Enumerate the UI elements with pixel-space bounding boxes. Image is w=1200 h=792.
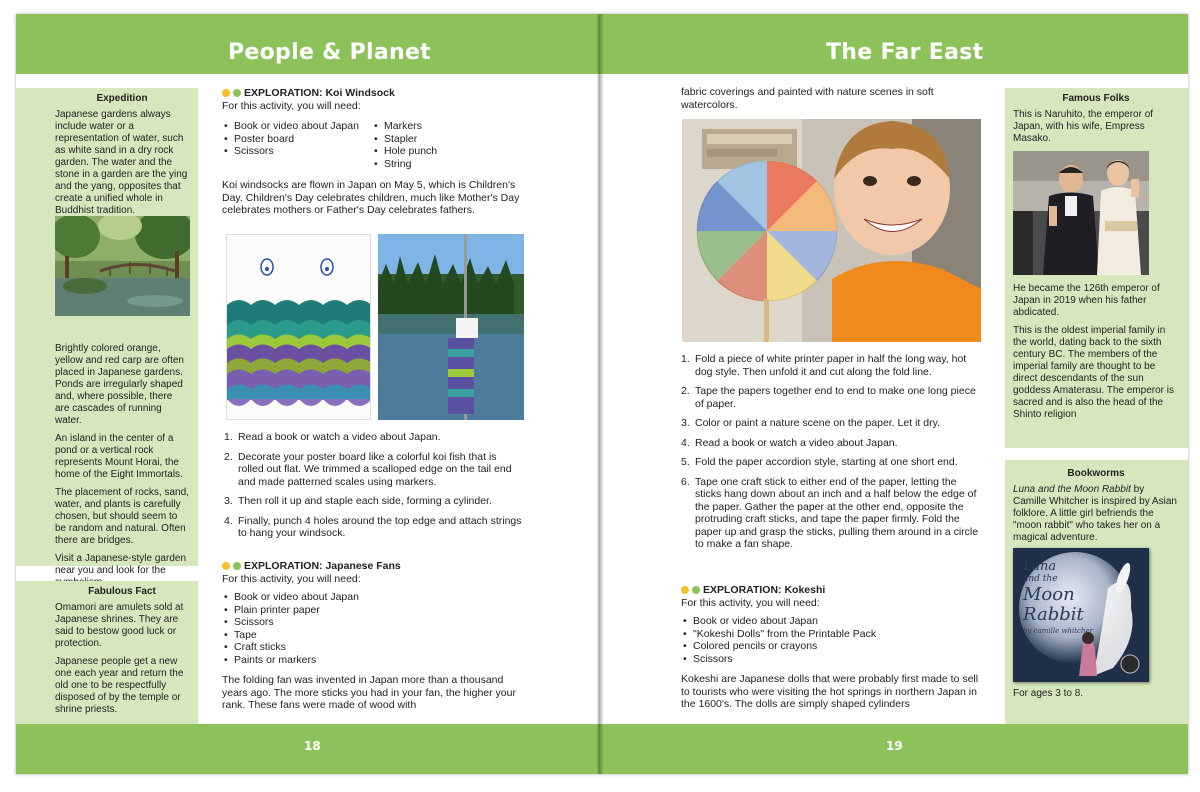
book-blurb <box>1013 484 1179 544</box>
cover-author: by camille whitcher <box>1023 627 1093 635</box>
cover-line: Luna <box>1023 559 1057 574</box>
left-page-number: 18 <box>304 739 321 753</box>
emperor-photo <box>1013 151 1149 275</box>
step-item <box>681 353 981 378</box>
famous-paragraph: This is Naruhito, the emperor of Japan, with his wife, Empress Masako. <box>1013 109 1154 144</box>
fan-steps <box>681 353 981 558</box>
kokeshi-intro: For this activity, you will need: <box>681 596 820 609</box>
expedition-paragraph: The placement of rocks, sand, water, and plants is carefully chosen, but should seem to be random and natural. Often there are bridges. <box>55 487 189 546</box>
famous-title: Famous Folks <box>1062 93 1130 104</box>
supply-item: • Book or video about Japan <box>681 615 981 628</box>
windsock-pole-photo <box>378 234 524 420</box>
koi-steps-list <box>224 431 524 540</box>
green-dot-icon <box>233 89 241 97</box>
step-text: Color or paint a nature scene on the paper. Let it dry. <box>695 417 940 429</box>
fans-supplies <box>222 591 522 666</box>
right-page <box>600 14 1188 774</box>
supply-item: • String <box>372 158 522 171</box>
step-text: Tape one craft stick to either end of the paper, letting the sticks hang down about an inch and a half below the edge of the paper. Gather the paper at the other end, opposite the protruding craft sticks, and tape the paper firmly. Fold the paper up and grasp the sticks, pulling them around in a circle to make a fan shape. <box>695 475 979 550</box>
step-text: Then roll it up and staple each side, forming a cylinder. <box>238 495 492 507</box>
step-text: Decorate your poster board like a colorful koi fish that is rolled out flat. We trimmed a scalloped edge on the tail end and made patterned scales using markers. <box>238 450 512 488</box>
step-item <box>681 456 981 469</box>
yellow-dot-icon <box>222 89 230 97</box>
supply-item: • Stapler <box>372 133 522 146</box>
koi-supplies-left <box>222 120 372 170</box>
kokeshi-section <box>681 584 981 718</box>
step-text: Fold the paper accordion style, starting at one short end. <box>695 456 958 468</box>
supply-item: • Book or video about Japan <box>222 591 522 604</box>
books-title: Bookworms <box>1067 468 1125 479</box>
expedition-paragraph: Japanese gardens always include water or a representation of water, such as white sand in a dry rock garden. The water and the stone in a garden are the ying and the yang, opposites that create a unified whole in Buddhist tradition. <box>55 109 188 216</box>
step-item <box>681 437 981 450</box>
expedition-paragraph: Visit a Japanese-style garden near you and look for the <box>55 553 187 576</box>
supply-item: • Scissors <box>222 616 522 629</box>
step-text: Tape the papers together end to end to make one long piece of paper. <box>695 385 976 410</box>
famous-paragraph: He became the 126th emperor of Japan in 2019 when his father abdicated. <box>1013 283 1160 318</box>
fans-heading-text: EXPLORATION: Japanese Fans <box>244 560 401 572</box>
supply-item: • Poster board <box>222 133 366 146</box>
step-number: 4. <box>224 514 233 527</box>
bookworms-sidebar <box>1005 460 1188 724</box>
boy-with-fan-photo <box>682 119 981 342</box>
step-number: 3. <box>681 417 690 429</box>
step-item <box>224 495 524 508</box>
step-item <box>224 515 524 540</box>
supply-item: • Plain printer paper <box>222 604 522 617</box>
fans-section <box>222 560 522 719</box>
book-cover <box>1013 548 1149 682</box>
step-text: Fold a piece of white printer paper in half the long way, hot dog style. Then unfold it and cut along the fold line. <box>695 353 967 378</box>
cover-line: and the <box>1023 574 1058 584</box>
step-item <box>681 417 981 430</box>
green-dot-icon <box>692 586 700 594</box>
book-title: Luna and the Moon Rabbit <box>1013 484 1131 495</box>
koi-description: Koi windsocks are flown in Japan on May 5, which is Children's Day. Children's Day celebrates children, much like Mother's Day celebrates mothers or Father's Day celebrates fathers. <box>222 179 520 216</box>
step-number: 1. <box>681 353 690 365</box>
book-description: by Camille Whitcher is inspired by Asian folklore. A little girl befriends the "moon rabbit" who takes her on a magical adventure. <box>1013 484 1177 543</box>
supply-item: • Scissors <box>222 145 366 158</box>
koi-section <box>222 87 522 224</box>
cover-line: Moon <box>1023 584 1075 605</box>
koi-intro: For this activity, you will need: <box>222 99 361 112</box>
step-number: 2. <box>224 450 233 463</box>
koi-heading-text: EXPLORATION: Koi Windsock <box>244 87 395 99</box>
expedition-paragraph: An island in the center of a pond or a vertical rock represents Mount Horai, the home of the Eight Immortals. <box>55 433 183 480</box>
continuation-text: fabric coverings and painted with nature scenes in soft watercolors. <box>681 86 934 111</box>
cover-line: Rabbit <box>1023 604 1084 625</box>
kokeshi-heading <box>681 584 981 597</box>
fan-steps-list <box>681 353 981 551</box>
step-number: 6. <box>681 475 690 488</box>
fans-heading <box>222 560 522 573</box>
right-page-number: 19 <box>886 739 903 753</box>
step-item <box>681 476 981 551</box>
supply-item: • Craft sticks <box>222 641 522 654</box>
fans-intro: For this activity, you will need: <box>222 572 361 585</box>
step-number: 3. <box>224 495 233 507</box>
step-number: 1. <box>224 431 233 443</box>
supply-item: • Scissors <box>681 653 981 666</box>
koi-supplies <box>222 112 522 179</box>
fact-paragraph: Japanese people get a new one each year and return the old one to be respectfully disposed of by the temple or shrine priests. <box>55 656 184 715</box>
green-dot-icon <box>233 562 241 570</box>
koi-steps <box>224 431 524 547</box>
supply-item: • Colored pencils or crayons <box>681 640 981 653</box>
kokeshi-supplies <box>681 615 981 665</box>
koi-supplies-right <box>372 120 522 170</box>
supply-item: • "Kokeshi Dolls" from the Printable Pack <box>681 628 981 641</box>
fact-title: Fabulous Fact <box>88 586 156 597</box>
step-text: Read a book or watch a video about Japan. <box>695 436 898 449</box>
step-item <box>681 385 981 410</box>
fact-paragraph: Omamori are amulets sold at Japanese shrines. They are said to bestow good luck or protection. <box>55 602 184 649</box>
koi-paper-photo <box>226 234 371 420</box>
supply-item: • Hole punch <box>372 145 522 158</box>
kokeshi-heading-text: EXPLORATION: Kokeshi <box>703 584 826 596</box>
fans-description: The folding fan was invented in Japan more than a thousand years ago. The more sticks you had in your fan, the higher your rank. These fans were made of wood with <box>222 674 516 711</box>
supply-item: • Paints or markers <box>222 654 522 667</box>
cover-title <box>1023 560 1093 636</box>
step-item <box>224 431 524 444</box>
step-number: 4. <box>681 436 690 449</box>
step-text: Read a book or watch a video about Japan. <box>238 431 441 443</box>
left-page-title: People & Planet <box>228 40 431 65</box>
yellow-dot-icon <box>681 586 689 594</box>
step-number: 5. <box>681 456 690 468</box>
expedition-paragraph: Brightly colored orange, yellow and red carp are often placed in Japanese gardens. Ponds are irregularly shaped and, where possible, there are cascades of running water. <box>55 343 184 426</box>
japanese-garden-photo <box>55 216 190 316</box>
famous-paragraph: This is the oldest imperial family in the world, dating back to the sixth century BC. The members of the imperial family are thought to be direct descendants of the sun goddess Amaterasu. The emperor is sacred and is also the head of the Shinto religion <box>1013 325 1175 420</box>
koi-heading <box>222 87 522 100</box>
step-item <box>224 451 524 489</box>
fabulous-fact-sidebar <box>16 581 198 724</box>
supply-item: • Book or video about Japan <box>222 120 366 133</box>
expedition-sidebar <box>16 88 198 576</box>
book-ages: For ages 3 to 8. <box>1013 688 1084 699</box>
step-number: 2. <box>681 385 690 397</box>
step-text: Finally, punch 4 holes around the top edge and attach strings to hang your windsock. <box>238 514 522 539</box>
book-spine <box>597 14 603 774</box>
kokeshi-description: Kokeshi are Japanese dolls that were probably first made to sell to tourists who were visiting the hot springs in northern Japan in the 1600's. The dolls are simply shaped cylinders <box>681 673 979 710</box>
supply-item: • Markers <box>372 120 522 133</box>
expedition-title: Expedition <box>96 93 148 104</box>
yellow-dot-icon <box>222 562 230 570</box>
fans-continuation <box>681 86 981 118</box>
left-page <box>16 14 600 774</box>
famous-folks-sidebar <box>1005 88 1188 448</box>
right-page-title: The Far East <box>826 40 984 65</box>
supply-item: • Tape <box>222 629 522 642</box>
